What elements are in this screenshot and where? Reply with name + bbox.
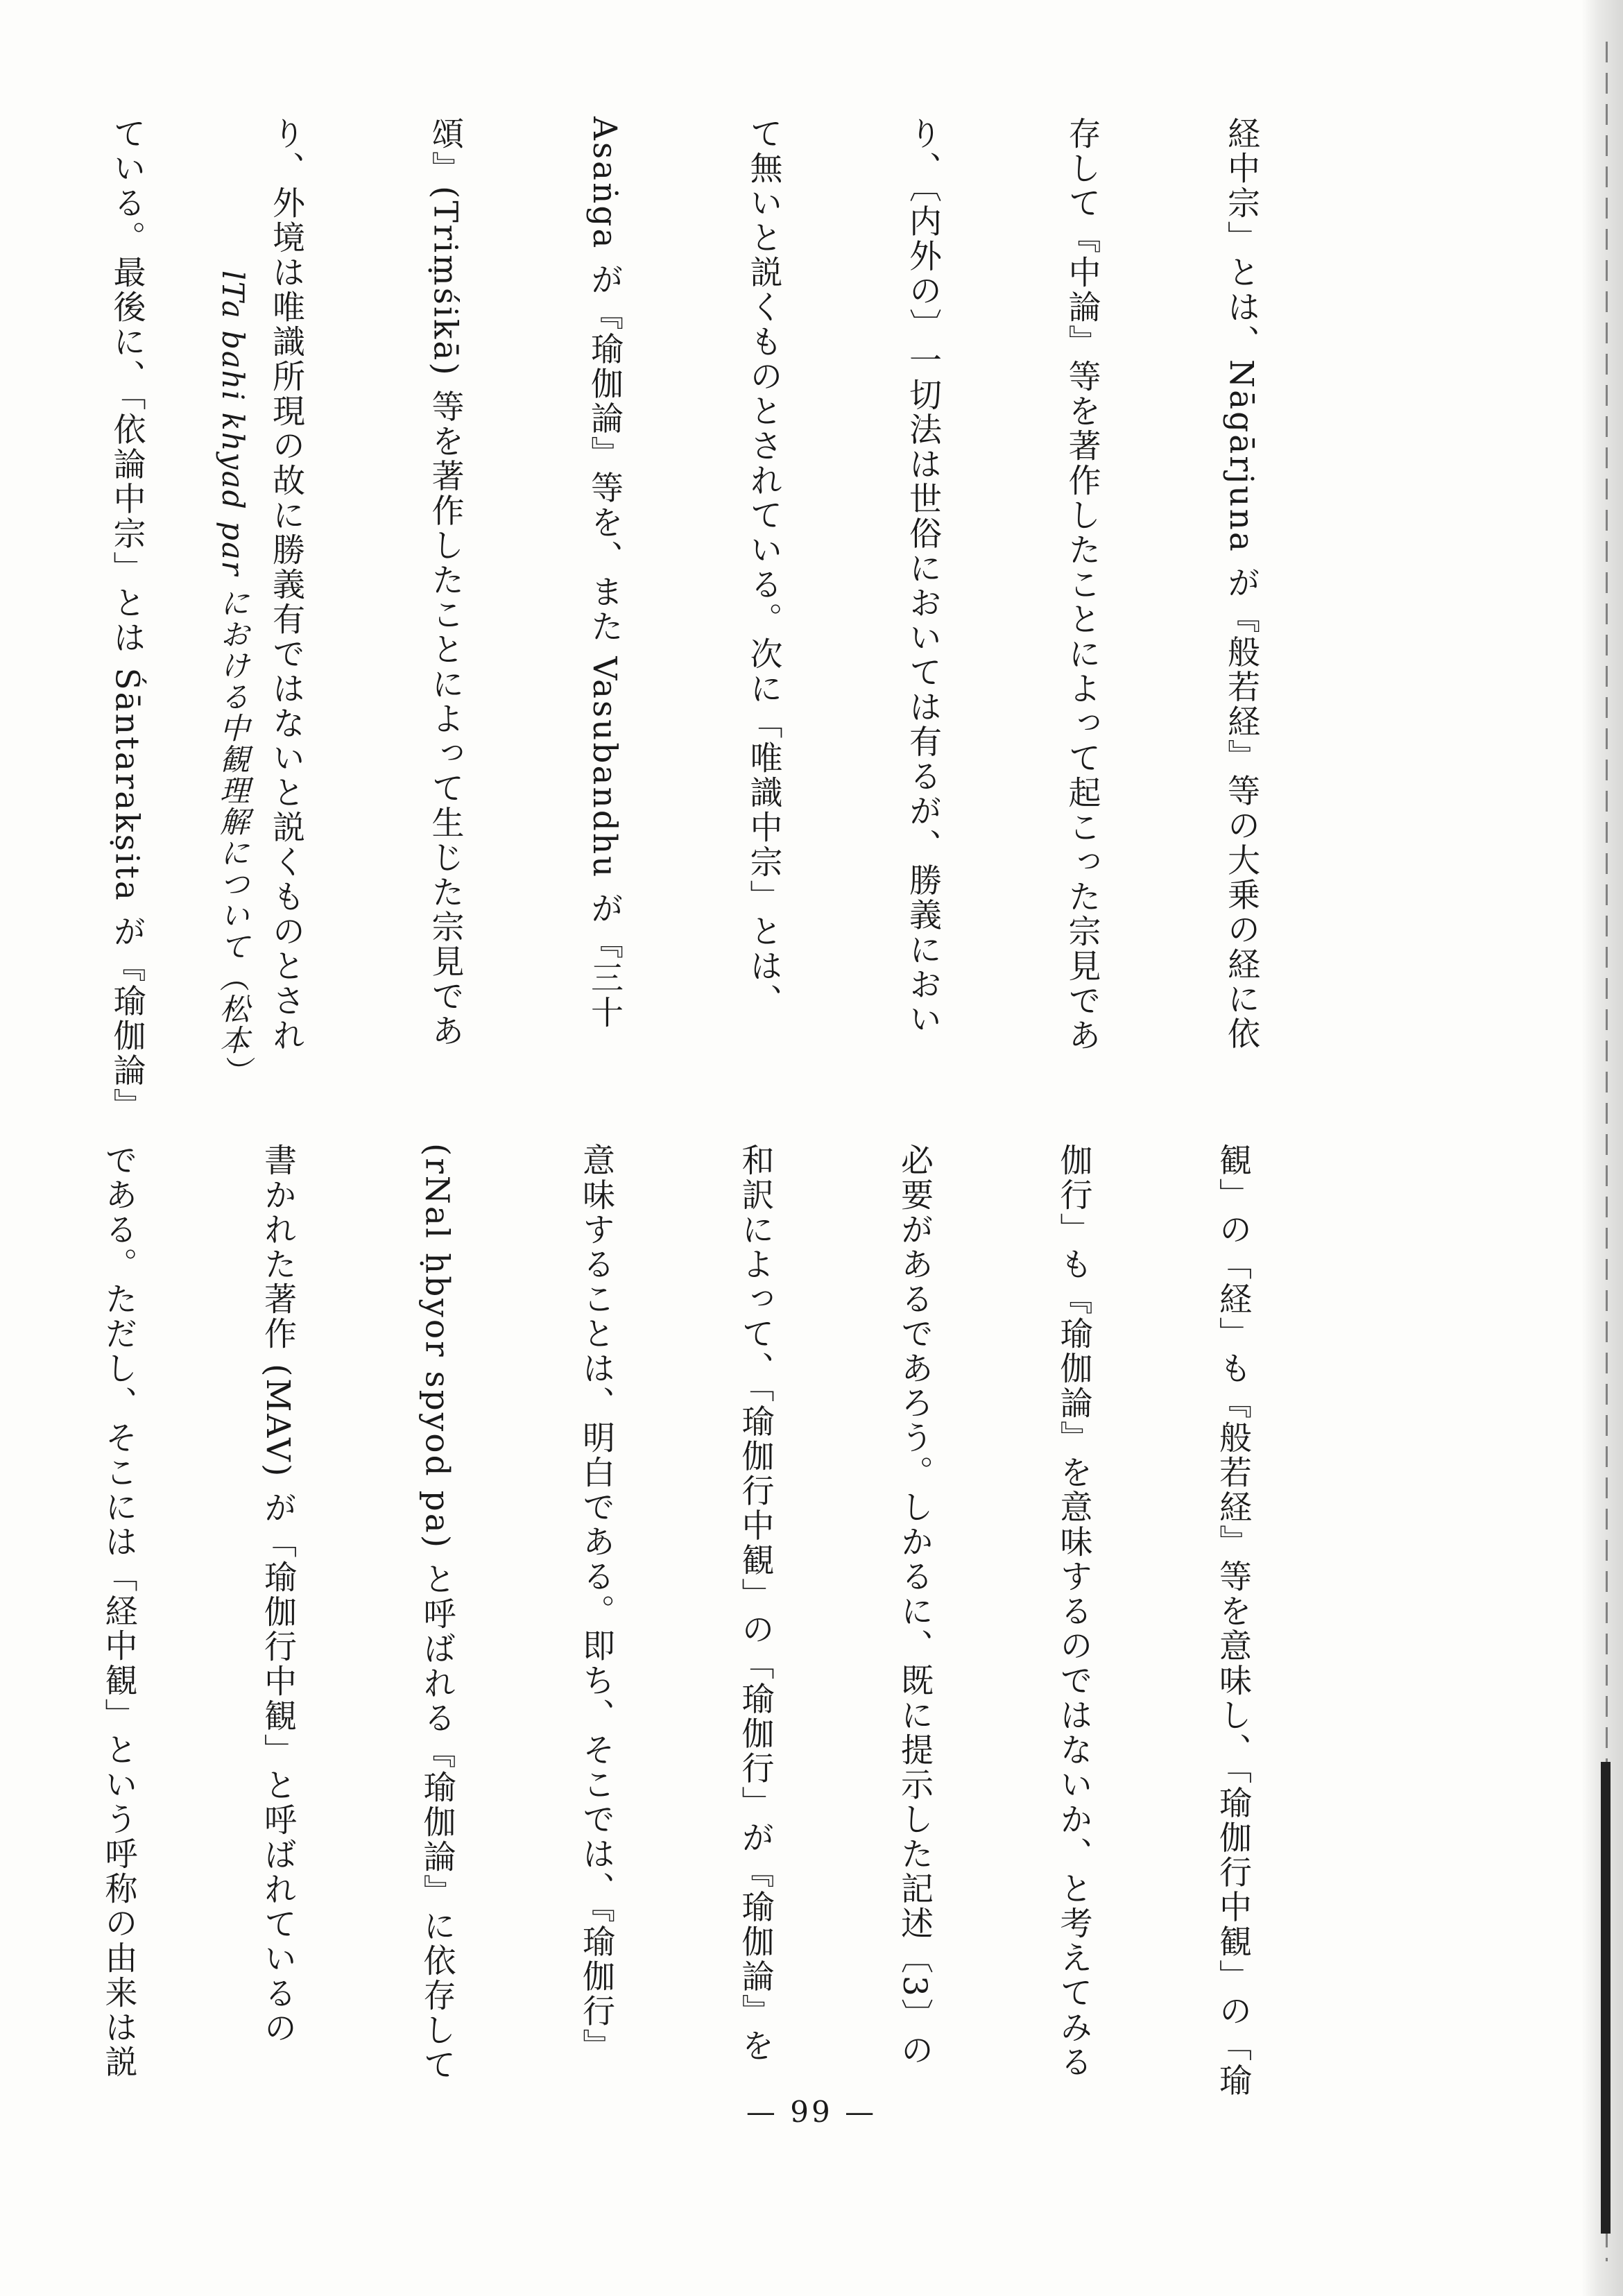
text-line: 意味することは、明白である。即ち、そこでは、『瑜伽行』 bbox=[577, 1143, 615, 2064]
text-line: ている。最後に、「依論中宗」とは Śāntarakṣita が『瑜伽論』 bbox=[108, 117, 146, 1123]
binding-edge-block bbox=[1601, 1762, 1611, 2234]
text-line: 伽行」も『瑜伽論』を意味するのではないか、と考えてみる bbox=[1054, 1143, 1093, 2080]
text-line: である。ただし、そこには「経中観」という呼称の由来は説 bbox=[99, 1143, 138, 2080]
text-line: 観」の「経」も『般若経』等を意味し、「瑜伽行中観」の「瑜 bbox=[1214, 1143, 1252, 2098]
page-number: — 99 — bbox=[746, 2095, 877, 2129]
text-line: り、外境は唯識所現の故に勝義有ではないと説くものとされ bbox=[267, 117, 305, 1053]
text-line: Asaṅga が『瑜伽論』等を、また Vasubandhu が『三十 bbox=[585, 117, 624, 1031]
text-line: 必要があるであろう。しかるに、既に提示した記述〔3〕の bbox=[895, 1143, 934, 2068]
text-line: (rNal ḥbyor spyod pa) と呼ばれる『瑜伽論』に依存して bbox=[418, 1143, 456, 2082]
text-line: 存して『中論』等を著作したことによって起こった宗見であ bbox=[1063, 117, 1101, 1053]
running-header: lTa bahi khyad par における中観理解について（松本） bbox=[215, 271, 250, 1087]
text-line: り、〔内外の〕一切法は世俗においては有るが、勝義におい bbox=[904, 117, 942, 1037]
text-line: 経中宗」とは、Nāgārjuna が『般若経』等の大乗の経に依 bbox=[1222, 117, 1260, 1052]
upper-text-block bbox=[0, 117, 1373, 1123]
text-line: 和訳によって、「瑜伽行中観」の「瑜伽行」が『瑜伽論』を bbox=[736, 1143, 775, 2064]
text-line: て無いと説くものとされている。次に「唯識中宗」とは、 bbox=[744, 117, 783, 1018]
text-line: 書かれた著作 (MAV) が「瑜伽行中観」と呼ばれているの bbox=[259, 1143, 297, 2046]
text-line: 頌』(Triṃśikā) 等を著作したことによって生じた宗見であ bbox=[426, 117, 465, 1049]
lower-text-block bbox=[0, 1143, 1365, 2100]
